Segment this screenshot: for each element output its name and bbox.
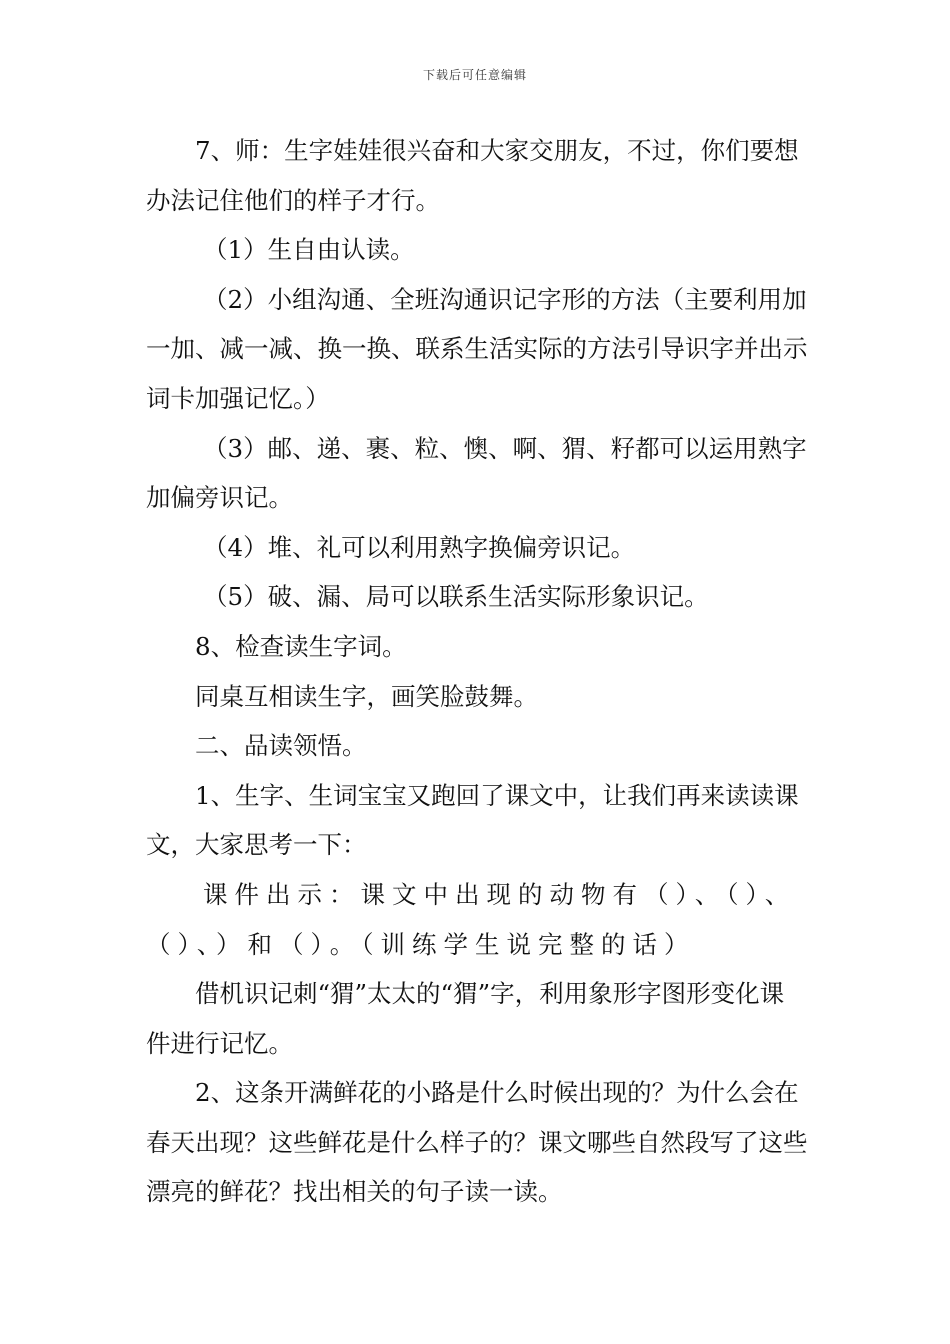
paragraph-step-4: （4）堆、礼可以利用熟字换偏旁识记。 [203, 532, 636, 562]
paragraph-courseware-prompt: 课件出示：课文中出现的动物有（）、（）、（）、）和（）。（训练学生说完整的话） [146, 879, 797, 959]
paragraph-flower-path-question: 2、这条开满鲜花的小路是什么时候出现的？为什么会在春天出现？这些鲜花是什么样子的？课文哪些自然段写了这些漂亮的鲜花？找出相关的句子读一读。 [146, 1078, 808, 1207]
document-body [146, 126, 808, 1217]
paragraph-step-1: （1）生自由认读。 [203, 235, 415, 265]
paragraph-read-text: 1、生字、生词宝宝又跑回了课文中，让我们再来读读课文，大家思考一下： [146, 780, 799, 860]
paragraph-step-5: （5）破、漏、局可以联系生活实际形象识记。 [203, 582, 709, 612]
paragraph-check-reading: 8、检查读生字词。 [195, 631, 407, 661]
paragraph-step-2: （2）小组沟通、全班沟通识记字形的方法（主要利用加一加、减一减、换一换、联系生活实际的方法引导识字并出示词卡加强记忆。） [146, 284, 808, 413]
paragraph-step-3: （3）邮、递、裹、粒、懊、啊、猬、籽都可以运用熟字加偏旁识记。 [146, 433, 807, 513]
paragraph-partner-reading: 同桌互相读生字，画笑脸鼓舞。 [195, 681, 538, 711]
page-header: 下载后可任意编辑 [422, 68, 527, 82]
paragraph-teacher-intro: 7、师：生字娃娃很兴奋和大家交朋友，不过，你们要想办法记住他们的样子才行。 [146, 136, 799, 215]
paragraph-character-memory: 借机识记刺“猬”太太的“猬”字，利用象形字图形变化课件进行记忆。 [146, 979, 785, 1058]
section-heading-2: 二、品读领悟。 [195, 731, 367, 761]
